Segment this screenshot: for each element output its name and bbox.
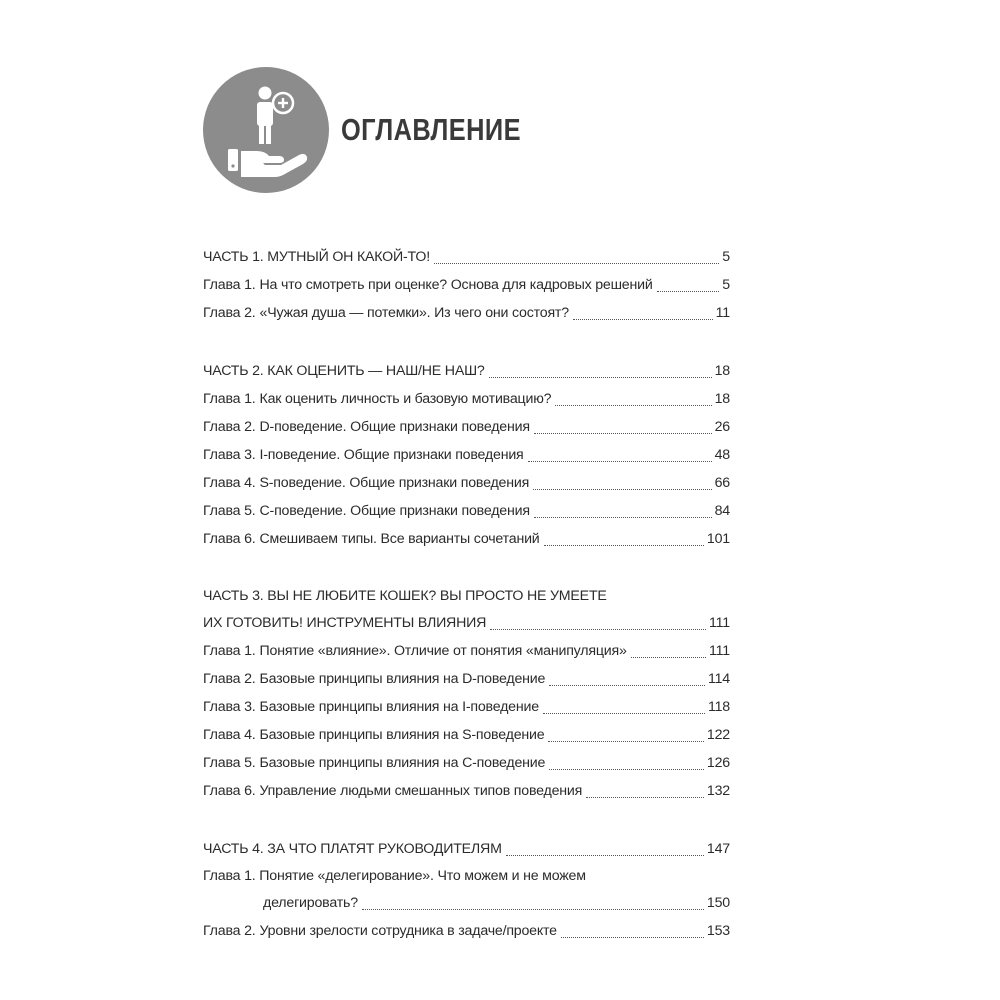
part-title: ЧАСТЬ 1. МУТНЫЙ ОН КАКОЙ-ТО! [203, 249, 430, 265]
dot-leader [548, 741, 703, 742]
dot-leader [657, 291, 720, 292]
table-of-contents [203, 243, 730, 975]
chapter-title: На что смотреть при оценке? Основа для кадровых решений [259, 277, 653, 293]
chapter-title: Понятие «влияние». Отличие от понятия «манипуляция» [259, 643, 627, 659]
part-title: ЧАСТЬ 2. КАК ОЦЕНИТЬ — НАШ/НЕ НАШ? [203, 363, 485, 379]
chapter-label: Глава 1. [203, 643, 256, 659]
dot-leader [534, 433, 712, 434]
page-number: 111 [709, 643, 730, 659]
chapter-label: Глава 6. [203, 531, 256, 547]
page-number: 147 [706, 841, 730, 857]
chapter-title: Управление людьми смешанных типов поведения [259, 783, 583, 799]
chapter-title-line-2: делегировать? [263, 895, 358, 911]
toc-section-part-4 [203, 835, 730, 945]
toc-entry-chapter[interactable] [203, 385, 730, 413]
page-number: 111 [709, 615, 730, 631]
chapter-label: Глава 5. [203, 755, 256, 771]
toc-section-part-1 [203, 243, 730, 327]
page-number: 132 [706, 783, 730, 799]
page-number: 5 [722, 277, 730, 293]
chapter-label: Глава 4. [203, 727, 256, 743]
toc-entry-chapter[interactable] [203, 637, 730, 665]
toc-entry-chapter[interactable] [203, 917, 730, 945]
toc-entry-chapter[interactable] [203, 863, 730, 917]
chapter-label: Глава 4. [203, 475, 256, 491]
toc-entry-chapter[interactable] [203, 413, 730, 441]
chapter-label: Глава 5. [203, 503, 256, 519]
chapter-title: Как оценить личность и базовую мотивацию? [259, 391, 552, 407]
chapter-label: Глава 2. [203, 305, 256, 321]
chapter-title: Базовые принципы влияния на C-поведение [259, 755, 546, 771]
dot-leader [544, 545, 704, 546]
part-title-line-1: ЧАСТЬ 3. ВЫ НЕ ЛЮБИТЕ КОШЕК? ВЫ ПРОСТО НЕ УМЕЕТЕ [203, 588, 607, 604]
chapter-label: Глава 2. [203, 923, 256, 939]
page-number: 26 [714, 419, 730, 435]
toc-section-part-3 [203, 583, 730, 805]
dot-leader [490, 629, 706, 630]
dot-leader [534, 517, 712, 518]
chapter-title: Уровни зрелости сотрудника в задаче/проекте [259, 923, 557, 939]
page-number: 126 [706, 755, 730, 771]
page-number: 84 [714, 503, 730, 519]
page-number: 66 [714, 475, 730, 491]
chapter-title: Базовые принципы влияния на D-поведение [259, 671, 546, 687]
toc-header [203, 60, 560, 200]
dot-leader [528, 461, 712, 462]
page-number: 114 [707, 671, 730, 687]
dot-leader [489, 377, 712, 378]
toc-entry-chapter[interactable] [203, 441, 730, 469]
toc-entry-part[interactable] [203, 357, 730, 385]
page-number: 101 [706, 531, 730, 547]
chapter-label: Глава 2. [203, 671, 256, 687]
toc-entry-chapter[interactable] [203, 721, 730, 749]
toc-entry-part[interactable] [203, 243, 730, 271]
page-number: 11 [715, 305, 730, 321]
dot-leader [549, 685, 705, 686]
chapter-title: S-поведение. Общие признаки поведения [259, 475, 530, 491]
dot-leader [561, 937, 704, 938]
page-number: 5 [722, 249, 730, 265]
dot-leader [586, 797, 704, 798]
dot-leader [573, 319, 713, 320]
dot-leader [506, 855, 704, 856]
page-number: 18 [714, 391, 730, 407]
toc-entry-chapter[interactable] [203, 469, 730, 497]
toc-title: ОГЛАВЛЕНИЕ [341, 112, 521, 147]
toc-entry-part[interactable] [203, 583, 730, 637]
chapter-label: Глава 3. [203, 447, 256, 463]
chapter-title-line-1: Понятие «делегирование». Что можем и не можем [259, 868, 586, 884]
toc-entry-chapter[interactable] [203, 777, 730, 805]
toc-entry-chapter[interactable] [203, 299, 730, 327]
chapter-label: Глава 3. [203, 699, 256, 715]
part-title: ЧАСТЬ 4. ЗА ЧТО ПЛАТЯТ РУКОВОДИТЕЛЯМ [203, 841, 502, 857]
chapter-title: Базовые принципы влияния на S-поведение [259, 727, 545, 743]
toc-section-part-2 [203, 357, 730, 553]
chapter-title: C-поведение. Общие признаки поведения [259, 503, 530, 519]
page-number: 153 [706, 923, 730, 939]
chapter-title: «Чужая душа — потемки». Из чего они состоят? [259, 305, 569, 321]
person-plus-on-hand-icon [203, 67, 329, 193]
dot-leader [555, 405, 711, 406]
chapter-label: Глава 1. [203, 277, 256, 293]
chapter-label: Глава 1. [203, 391, 256, 407]
page-number: 150 [706, 895, 730, 911]
toc-entry-chapter[interactable] [203, 749, 730, 777]
page-number: 118 [707, 699, 730, 715]
toc-entry-part[interactable] [203, 835, 730, 863]
chapter-label: Глава 2. [203, 419, 256, 435]
page-number: 48 [714, 447, 730, 463]
page-number: 122 [706, 727, 730, 743]
dot-leader [631, 657, 706, 658]
chapter-label: Глава 6. [203, 783, 256, 799]
toc-entry-chapter[interactable] [203, 525, 730, 553]
chapter-label: Глава 1. [203, 868, 256, 884]
chapter-title: Базовые принципы влияния на I-поведение [259, 699, 539, 715]
chapter-title: I-поведение. Общие признаки поведения [259, 447, 524, 463]
part-title-line-2: ИХ ГОТОВИТЬ! ИНСТРУМЕНТЫ ВЛИЯНИЯ [203, 615, 487, 631]
chapter-title: Смешиваем типы. Все варианты сочетаний [259, 531, 540, 547]
dot-leader [434, 263, 719, 264]
chapter-title: D-поведение. Общие признаки поведения [259, 419, 530, 435]
dot-leader [362, 909, 704, 910]
toc-entry-chapter[interactable] [203, 693, 730, 721]
toc-entry-chapter[interactable] [203, 497, 730, 525]
toc-entry-chapter[interactable] [203, 665, 730, 693]
dot-leader [533, 489, 712, 490]
dot-leader [549, 769, 704, 770]
toc-entry-chapter[interactable] [203, 271, 730, 299]
dot-leader [543, 713, 705, 714]
page-number: 18 [714, 363, 730, 379]
